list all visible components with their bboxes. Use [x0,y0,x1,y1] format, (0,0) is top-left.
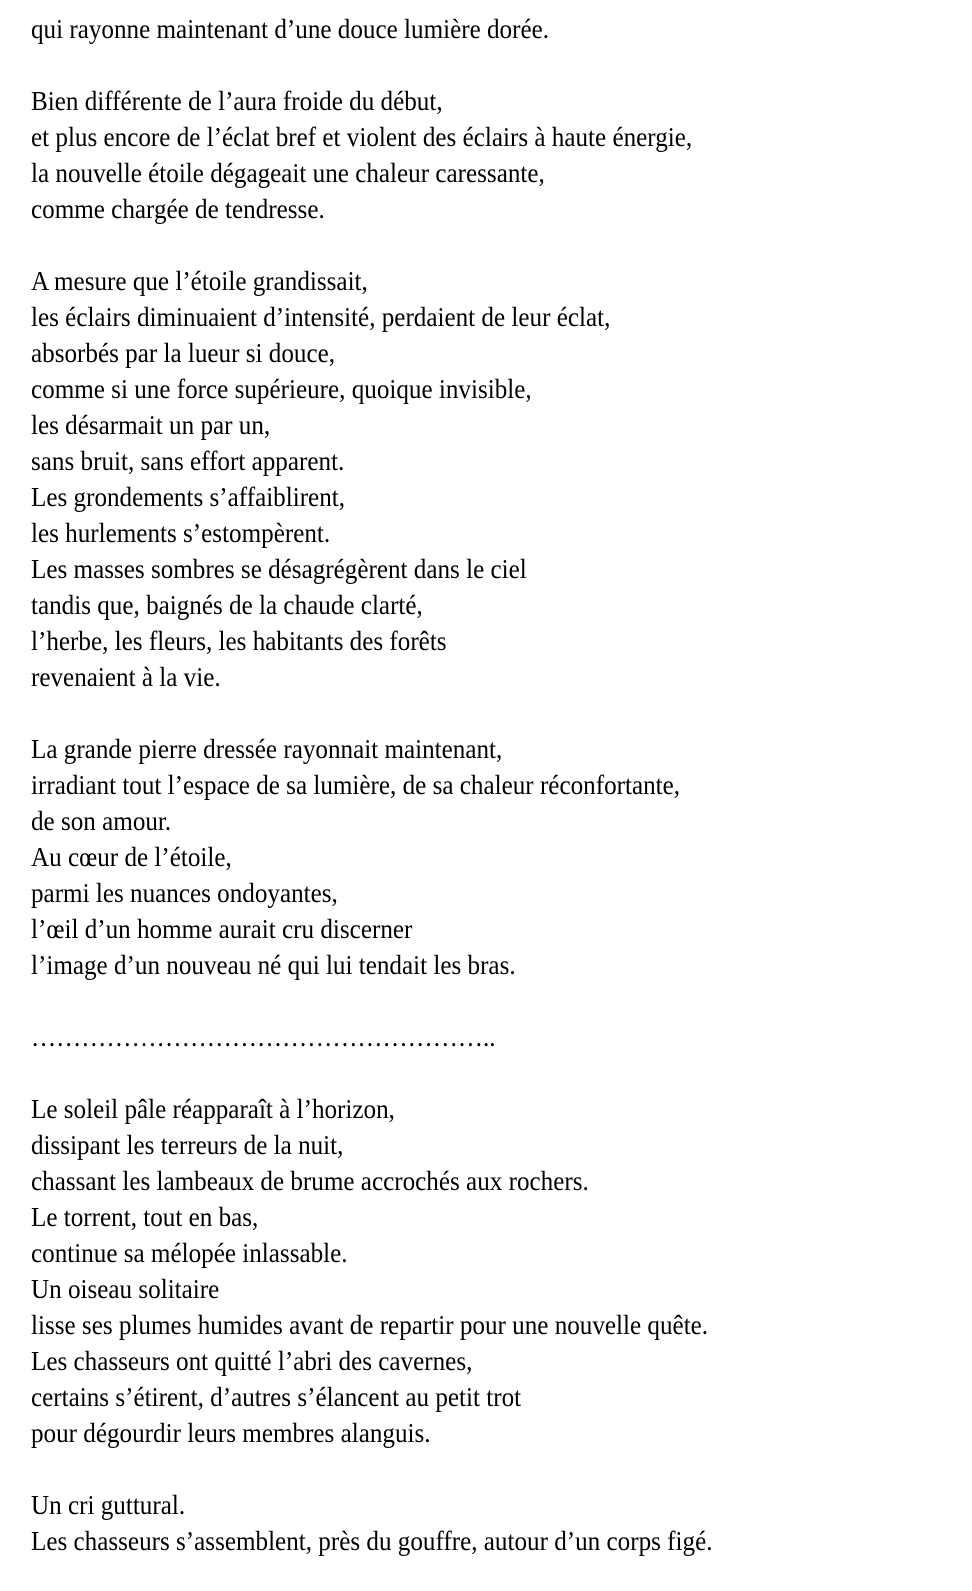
text-line: Un oiseau solitaire [31,1274,220,1304]
text-line: lisse ses plumes humides avant de repartir pour une nouvelle quête. [31,1310,709,1340]
stanza-2 [31,83,906,227]
text-line: comme si une force supérieure, quoique invisible, [31,374,532,404]
text-line: Au cœur de l’étoile, [31,842,232,872]
text-line: Les chasseurs ont quitté l’abri des cavernes, [31,1346,473,1376]
text-line: Les grondements s’affaiblirent, [31,482,346,512]
text-line: Les masses sombres se désagrégèrent dans le ciel [31,554,527,584]
document-page [31,11,906,1559]
text-line: chassant les lambeaux de brume accrochés aux rochers. [31,1166,589,1196]
text-line: l’herbe, les fleurs, les habitants des forêts [31,626,447,656]
text-line: les désarmait un par un, [31,410,271,440]
text-line: pour dégourdir leurs membres alanguis. [31,1418,431,1448]
text-line: Le torrent, tout en bas, [31,1202,259,1232]
text-line: de son amour. [31,806,172,836]
text-line: Bien différente de l’aura froide du début, [31,86,443,116]
text-line: Les chasseurs s’assemblent, près du gouffre, autour d’un corps figé. [31,1526,713,1556]
text-line: absorbés par la lueur si douce, [31,338,336,368]
text-line: sans bruit, sans effort apparent. [31,446,345,476]
text-line: certains s’étirent, d’autres s’élancent au petit trot [31,1382,522,1412]
text-line: les hurlements s’estompèrent. [31,518,331,548]
stanza-5 [31,1091,906,1451]
dotted-separator: ……………………………………………….. [31,1022,496,1052]
text-line: La grande pierre dressée rayonnait maintenant, [31,734,503,764]
section-separator [31,1019,906,1055]
text-line: les éclairs diminuaient d’intensité, perdaient de leur éclat, [31,302,611,332]
text-line: Un cri guttural. [31,1490,186,1520]
text-line: parmi les nuances ondoyantes, [31,878,338,908]
text-line: irradiant tout l’espace de sa lumière, de sa chaleur réconfortante, [31,770,681,800]
text-line: continue sa mélopée inlassable. [31,1238,348,1268]
stanza-4 [31,731,906,983]
text-line: tandis que, baignés de la chaude clarté, [31,590,423,620]
text-line: et plus encore de l’éclat bref et violent des éclairs à haute énergie, [31,122,693,152]
stanza-3 [31,263,906,695]
stanza-1 [31,11,906,47]
text-line: dissipant les terreurs de la nuit, [31,1130,344,1160]
text-line: qui rayonne maintenant d’une douce lumière dorée. [31,14,550,44]
text-line: comme chargée de tendresse. [31,194,325,224]
text-line: l’image d’un nouveau né qui lui tendait les bras. [31,950,516,980]
text-line: A mesure que l’étoile grandissait, [31,266,368,296]
text-line: l’œil d’un homme aurait cru discerner [31,914,413,944]
text-line: revenaient à la vie. [31,662,221,692]
text-line: Le soleil pâle réapparaît à l’horizon, [31,1094,395,1124]
text-line: la nouvelle étoile dégageait une chaleur caressante, [31,158,545,188]
stanza-6 [31,1487,906,1559]
